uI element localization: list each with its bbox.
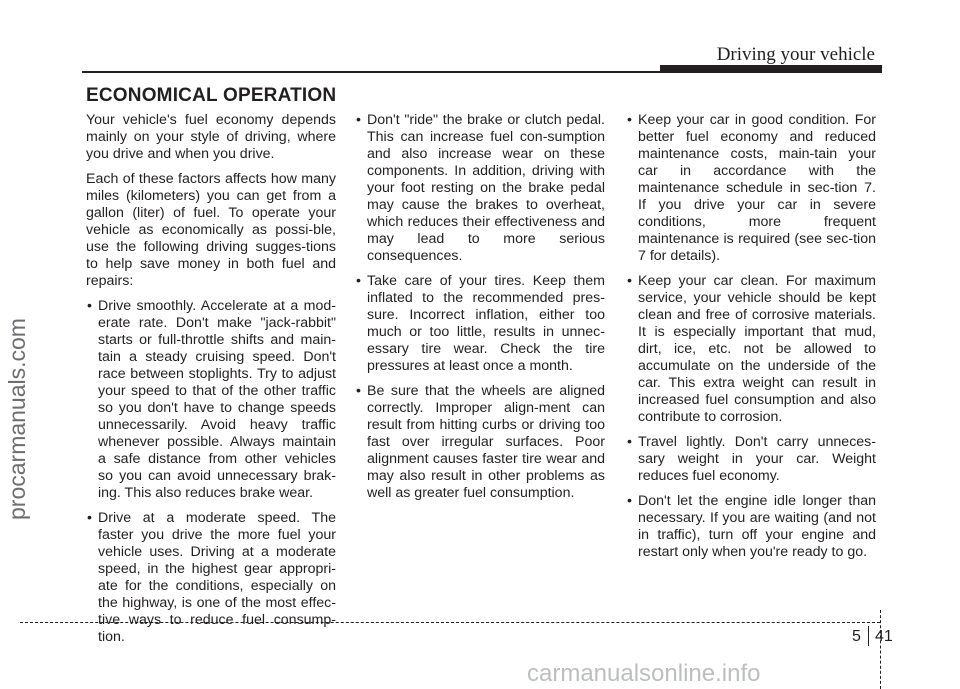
- intro-paragraph: Your vehicle's fuel economy depends mainly on your style of driving, where you drive and when you drive.: [86, 112, 336, 162]
- tip-item: • Keep your car in good condition. For better fuel economy and reduced maintenance costs, main-tain your car in accordance with the maintenance schedule in sec-tion 7. If you drive your car in severe conditions, more frequent maintenance is required (see sec-tion 7 for details).: [626, 112, 876, 265]
- tip-item: • Don't "ride" the brake or clutch pedal. This can increase fuel con-sumption and also increase wear on these components. In addition, driving with your foot resting on the brake pedal may cause the brakes to overheat, which reduces their effectiveness and may lead to more serious consequences.: [355, 112, 605, 265]
- tips-list: [626, 112, 876, 561]
- side-watermark-text: procarmanuals.com: [4, 318, 30, 520]
- tip-item: • Don't let the engine idle longer than necessary. If you are waiting (and not in traffic), turn off your engine and restart only when you're ready to go.: [626, 493, 876, 561]
- text-column-1: [86, 112, 336, 654]
- text-column-3: [626, 112, 876, 569]
- tip-item: • Drive smoothly. Accelerate at a mod-erate rate. Don't make "jack-rabbit" starts or full-throttle shifts and main-tain a steady cruising speed. Don't race between stoplights. Try to adjust your speed to that of the other traffic so you don't have to change speeds unnecessarily. Avoid heavy traffic whenever possible. Always maintain a safe distance from other vehicles so you can avoid unnecessary brak-ing. This also reduces brake wear.: [86, 298, 336, 502]
- tips-list: [355, 112, 605, 502]
- tip-item: • Drive at a moderate speed. The faster you drive the more fuel your vehicle uses. Driving at a moderate speed, in the highest gear appropri-ate for the conditions, especially on the highway, is one of the most effec-tive ways to reduce fuel consump-tion.: [86, 510, 336, 646]
- tip-item: • Travel lightly. Don't carry unneces-sary weight in your car. Weight reduces fuel economy.: [626, 434, 876, 485]
- header-accent-bar: [660, 65, 882, 73]
- intro-paragraph: Each of these factors affects how many miles (kilometers) you can get from a gallon (liter) of fuel. To operate your vehicle as economically as possi-ble, use the following driving sugges-tions to help save money in both fuel and repairs:: [86, 171, 336, 289]
- tip-item: • Keep your car clean. For maximum service, your vehicle should be kept clean and free of corrosive materials. It is especially important that mud, dirt, ice, etc. not be allowed to accumulate on the underside of the car. This extra weight can result in increased fuel consumption and also contribute to corrosion.: [626, 273, 876, 426]
- header-rule: [82, 71, 662, 73]
- tips-list: [86, 298, 336, 646]
- text-column-2: [355, 112, 605, 510]
- running-header: Driving your vehicle: [716, 44, 875, 65]
- footer-rule: [20, 622, 880, 623]
- section-number: 5: [852, 628, 861, 645]
- side-watermark: [0, 0, 60, 689]
- tip-item: • Be sure that the wheels are aligned correctly. Improper align-ment can result from hitting curbs or driving too fast over irregular surfaces. Poor alignment causes faster tire wear and may also result in other problems as well as greater fuel consumption.: [355, 383, 605, 502]
- page-number-separator: [868, 626, 869, 646]
- tip-item: • Take care of your tires. Keep them inflated to the recommended pres-sure. Incorrect inflation, either too much or too little, results in unnec-essary tire wear. Check the tire pressures at least once a month.: [355, 273, 605, 375]
- footer-divider: [880, 610, 881, 689]
- page-number: 41: [875, 628, 893, 645]
- bottom-watermark: carmanualsonline.info: [527, 660, 761, 687]
- section-title: ECONOMICAL OPERATION: [86, 85, 337, 106]
